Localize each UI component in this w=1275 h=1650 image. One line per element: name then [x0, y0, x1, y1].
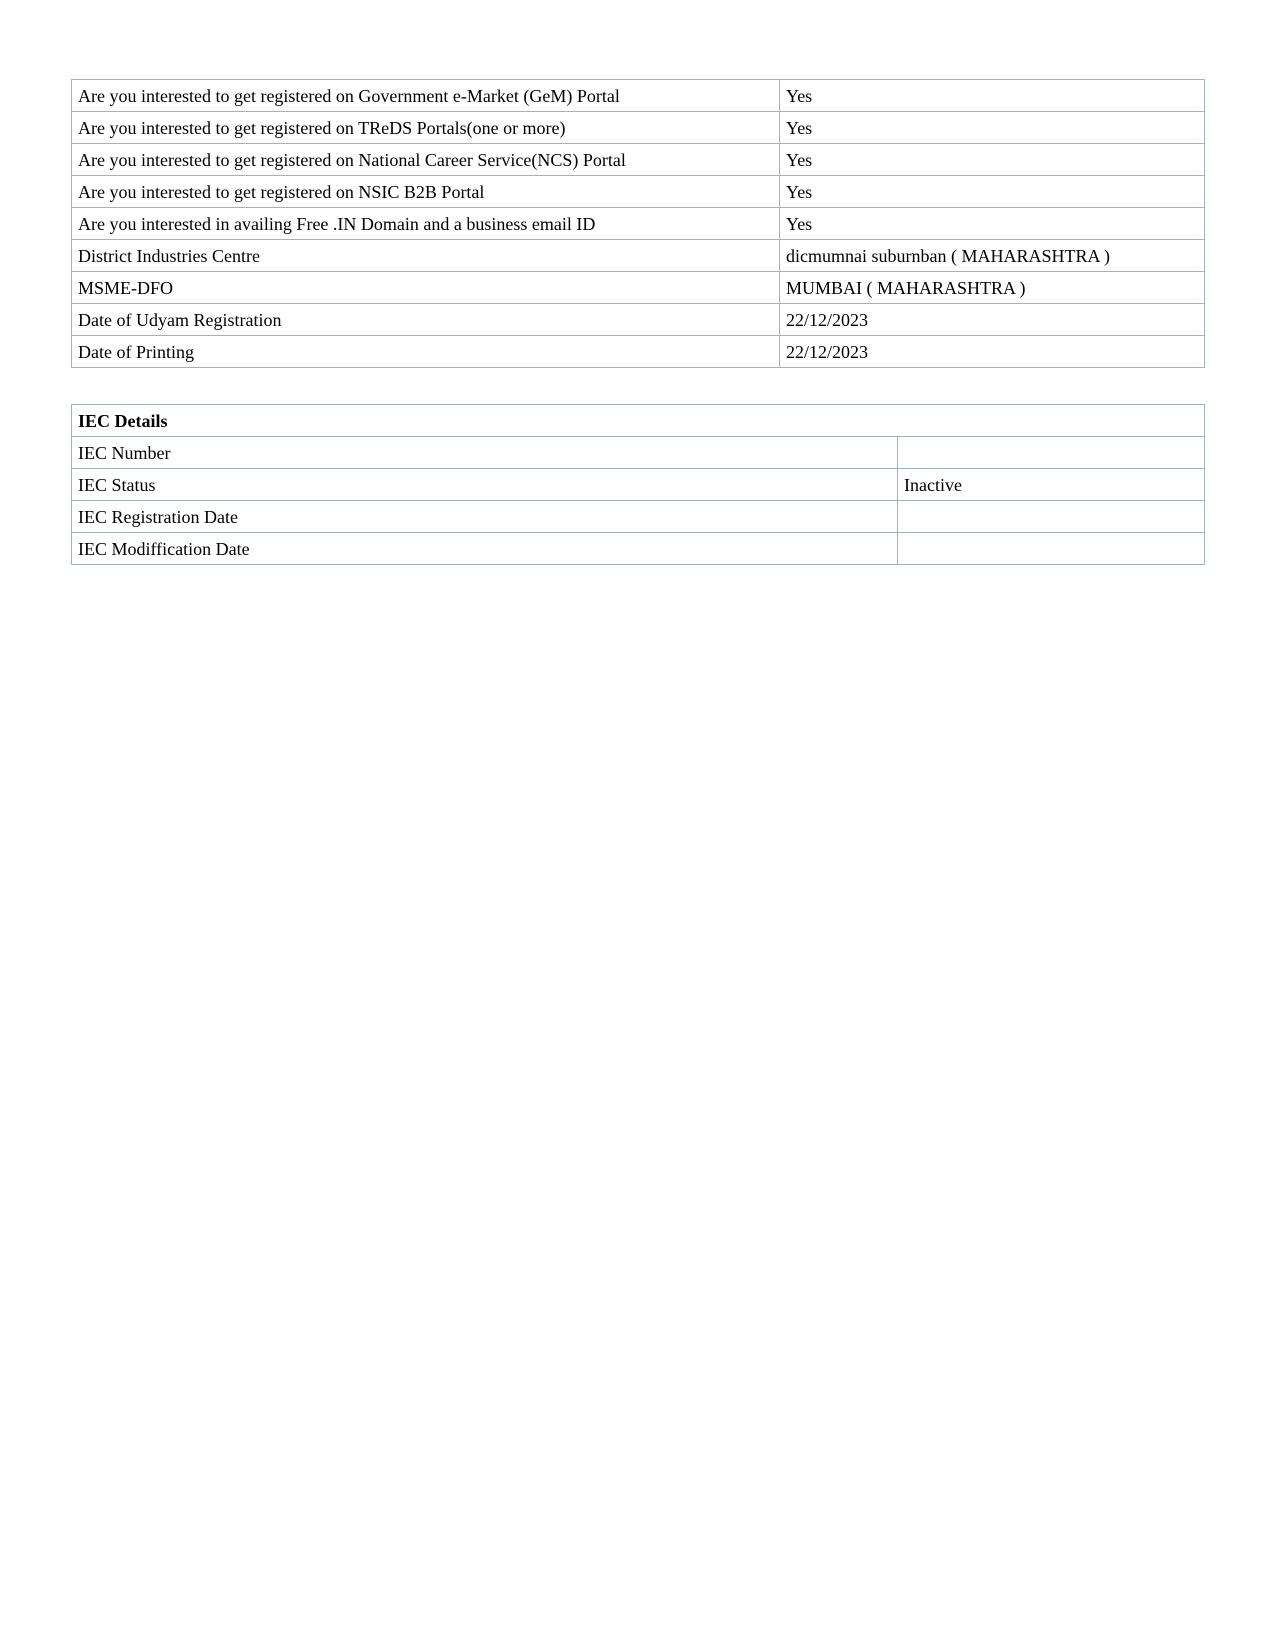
- row-value: Inactive: [898, 469, 1205, 501]
- table-row: [72, 437, 1205, 469]
- row-value: MUMBAI ( MAHARASHTRA ): [780, 272, 1205, 304]
- table-row: [72, 240, 1205, 272]
- table-header-row: [72, 405, 1205, 437]
- table-row: [72, 469, 1205, 501]
- table-row: [72, 112, 1205, 144]
- row-value: Yes: [780, 208, 1205, 240]
- row-label: Are you interested in availing Free .IN Domain and a business email ID: [72, 208, 780, 240]
- row-value: dicmumnai suburnban ( MAHARASHTRA ): [780, 240, 1205, 272]
- row-value: [898, 501, 1205, 533]
- row-value: [898, 533, 1205, 565]
- table-row: [72, 533, 1205, 565]
- table-row: [72, 336, 1205, 368]
- row-value: 22/12/2023: [780, 336, 1205, 368]
- row-value: Yes: [780, 144, 1205, 176]
- row-label: Are you interested to get registered on Government e-Market (GeM) Portal: [72, 80, 780, 112]
- row-label: IEC Modiffication Date: [72, 533, 898, 565]
- table-row: [72, 176, 1205, 208]
- table-row: [72, 304, 1205, 336]
- registration-details-table: [71, 79, 1205, 368]
- table-row: [72, 80, 1205, 112]
- row-label: IEC Registration Date: [72, 501, 898, 533]
- row-value: Yes: [780, 112, 1205, 144]
- row-label: Are you interested to get registered on National Career Service(NCS) Portal: [72, 144, 780, 176]
- section-title: IEC Details: [72, 405, 1205, 437]
- table-row: [72, 272, 1205, 304]
- row-label: District Industries Centre: [72, 240, 780, 272]
- row-label: Date of Printing: [72, 336, 780, 368]
- row-value: Yes: [780, 80, 1205, 112]
- row-label: MSME-DFO: [72, 272, 780, 304]
- row-label: Are you interested to get registered on NSIC B2B Portal: [72, 176, 780, 208]
- row-label: IEC Number: [72, 437, 898, 469]
- row-value: [898, 437, 1205, 469]
- table-row: [72, 208, 1205, 240]
- row-value: Yes: [780, 176, 1205, 208]
- row-label: Are you interested to get registered on TReDS Portals(one or more): [72, 112, 780, 144]
- iec-details-table: [71, 404, 1205, 565]
- row-value: 22/12/2023: [780, 304, 1205, 336]
- table-row: [72, 501, 1205, 533]
- row-label: IEC Status: [72, 469, 898, 501]
- row-label: Date of Udyam Registration: [72, 304, 780, 336]
- table-row: [72, 144, 1205, 176]
